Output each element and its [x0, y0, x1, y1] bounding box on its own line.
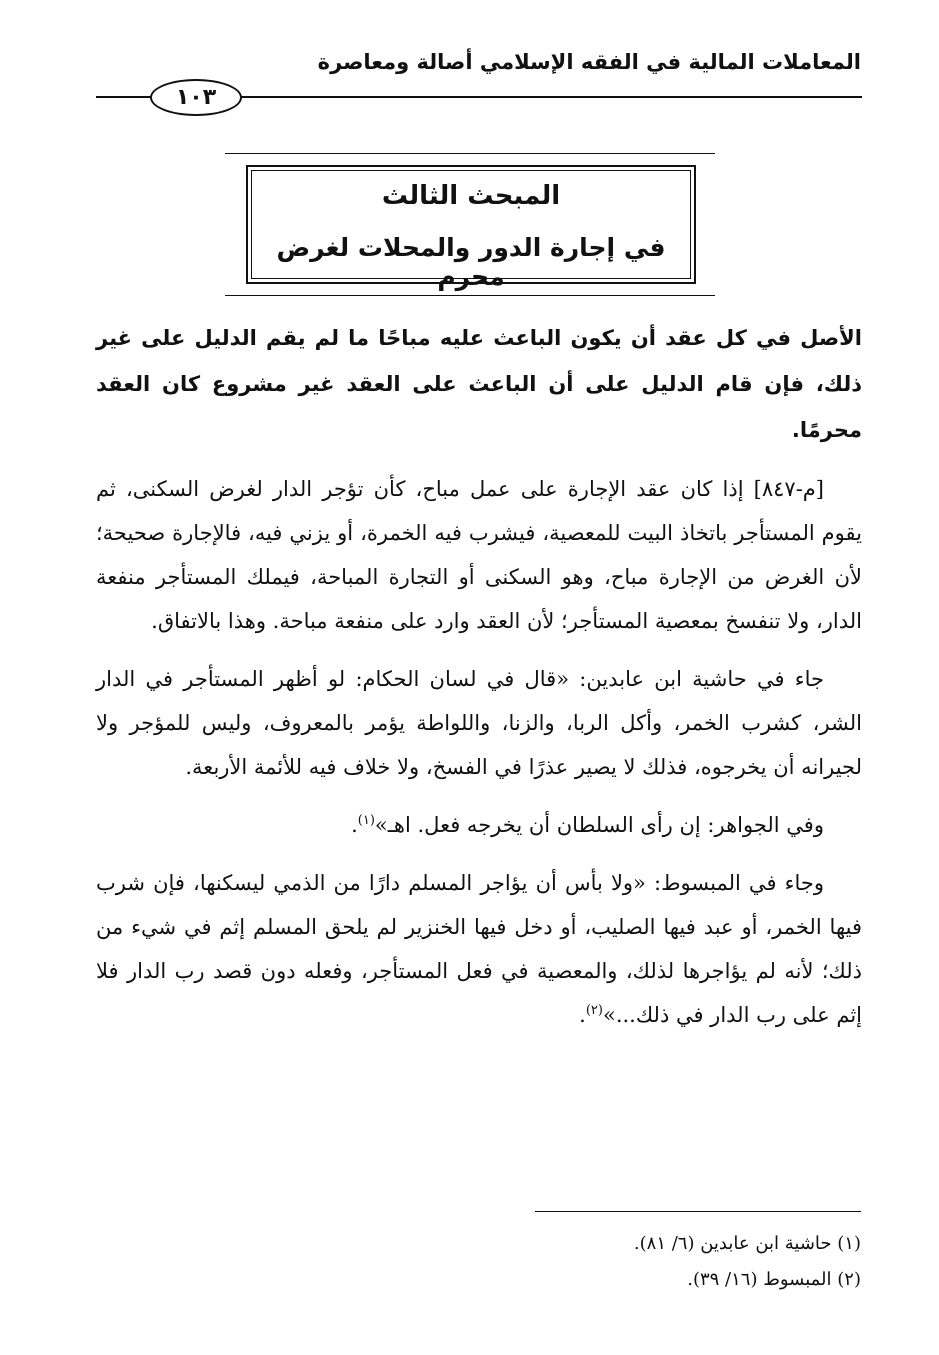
footnote-ref: (٢)	[585, 1003, 603, 1018]
paragraph-ruling: [م-٨٤٧] إذا كان عقد الإجارة على عمل مباح، كأن تؤجر الدار لغرض السكنى، ثم يقوم المستأجر باتخاذ البيت للمعصية، فيشرب فيه الخمرة، أو يزني فيه، فالإجارة صحيحة؛ لأن الغرض من الإجارة مباح، وهو السكنى أو التجارة المباحة، فيملك المستأجر منفعة الدار، ولا تنفسخ بمعصية المستأجر؛ لأن العقد وارد على منفعة مباحة. وهذا بالاتفاق.	[96, 477, 862, 633]
footnote-item: (١) حاشية ابن عابدين (٦/ ٨١).	[633, 1233, 861, 1254]
heading-top-rule	[225, 153, 715, 154]
footnote-item: (٢) المبسوط (١٦/ ٣٩).	[687, 1269, 861, 1290]
section-heading-box	[246, 165, 696, 291]
paragraph-ibn-abidin-quote: جاء في حاشية ابن عابدين: «قال في لسان الحكام: لو أظهر المستأجر في الدار الشر، كشرب الخمر، وأكل الربا، والزنا، واللواطة يؤمر بالمعروف، وليس للمؤجر ولا لجيرانه أن يخرجوه، فذلك لا يصير عذرًا في الفسخ، ولا خلاف فيه للأئمة الأربعة.	[96, 667, 862, 779]
section-title: المبحث الثالث	[381, 181, 561, 211]
body-text	[96, 315, 862, 1051]
running-title: المعاملات المالية في الفقه الإسلامي أصالة ومعاصرة	[317, 50, 861, 74]
paragraph-mabsut-quote	[96, 861, 862, 1037]
footnote-rule	[535, 1211, 861, 1212]
paragraph-jawahir	[96, 803, 862, 847]
footnotes	[161, 1226, 861, 1298]
footnote-ref: (١)	[357, 813, 375, 828]
paragraph-text: وجاء في المبسوط: «ولا بأس أن يؤاجر المسلم دارًا من الذمي ليسكنها، فإن شرب فيها الخمر، أو عبد فيها الصليب، أو دخل فيها الخنزير لم يلحق المسلم إثم في شيء من ذلك؛ لأنه لم يؤاجرها لذلك، والمعصية في فعل المستأجر، وفعله دون قصد رب الدار فلا إثم على رب الدار في ذلك...»	[96, 871, 862, 1027]
section-subtitle: في إجارة الدور والمحلات لغرض محرم	[276, 233, 666, 291]
page-number: ١٠٣	[150, 79, 242, 116]
lead-paragraph: الأصل في كل عقد أن يكون الباعث عليه مباحًا ما لم يقم الدليل على غير ذلك، فإن قام الدليل على أن الباعث على العقد غير مشروع كان العقد محرمًا.	[96, 326, 862, 442]
paragraph-end: .	[351, 813, 358, 837]
paragraph-text: وفي الجواهر: إن رأى السلطان أن يخرجه فعل. اهـ»	[374, 813, 824, 837]
heading-bottom-rule	[225, 295, 715, 296]
paragraph-end: .	[579, 1003, 586, 1027]
section-heading-frame	[225, 153, 715, 296]
